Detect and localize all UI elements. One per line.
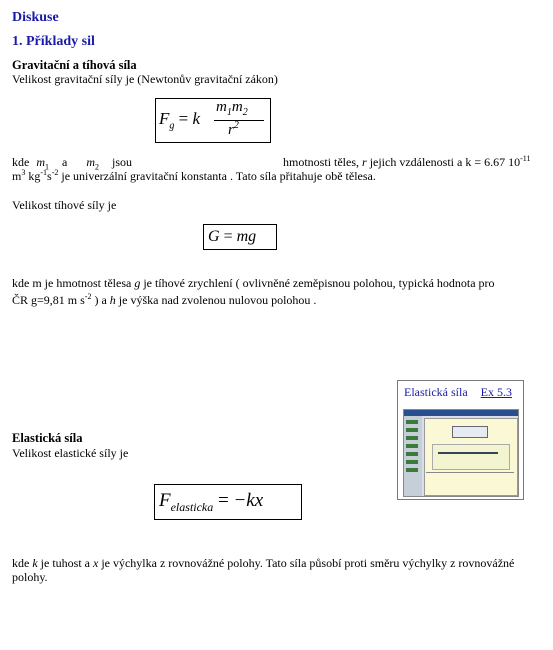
formula-m2: m [231,99,243,115]
example-header [404,385,512,400]
grav-intro: Velikost gravitační síly je (Newtonův gravitační zákon) [12,72,278,86]
grav-formula [155,98,271,143]
elast-formula: $F_{elasticka} = -kx$ [154,484,302,520]
heading-section: 1. Příklady sil [12,34,95,49]
formula-k: k [192,109,201,128]
elast-desc-line2: polohy. [12,570,48,584]
elast-intro: Velikost elastické síly je [12,446,129,460]
formula-m1: m [216,99,227,115]
example-screenshot-thumbnail[interactable] [403,409,519,497]
tiha-intro: Velikost tíhové síly je [12,198,117,212]
example-label: Elastická síla [404,385,468,399]
fraction-bar [214,120,264,121]
grav-title: Gravitační a tíhová síla [12,58,137,72]
formula-r: r [228,122,234,138]
grav-desc-line2: $m^3$ $kg^{-1}s^{-2}$ je univerzální gravitační konstanta . Tato síla přitahuje obě tělesa. [12,168,376,183]
formula-f: F [159,109,170,128]
grav-desc-line1: kde $m_1$ a $m_2$ jsou hmotnosti těles, r jejich vzdálenosti a k = 6.67 $10^{-11}$ [12,154,531,172]
elast-desc-line1: kde k je tuhost a x je výchylka z rovnovážné polohy. Tato síla působí proti směru výchylky z rovnovážné [12,556,515,570]
formula-eq: = [178,109,189,128]
formula-m2-sub: 2 [242,107,248,118]
elast-title: Elastická síla [12,431,83,445]
formula-sub-g: g [169,120,175,132]
tiha-formula: G = mg [203,224,277,250]
tiha-desc-line2: ČR g=9,81 m $s^{-2}$ ) a h je výška nad zvolenou nulovou polohou . [12,292,317,307]
formula-r-exp: 2 [233,120,239,131]
example-link[interactable]: Ex 5.3 [480,385,512,399]
formula-m1-sub: 1 [226,107,232,118]
example-panel [397,380,524,500]
heading-diskuse: Diskuse [12,10,59,25]
tiha-desc-line1: kde m je hmotnost tělesa g je tíhové zrychlení ( ovlivněné zeměpisnou polohou, typická hodnota pro [12,276,495,290]
